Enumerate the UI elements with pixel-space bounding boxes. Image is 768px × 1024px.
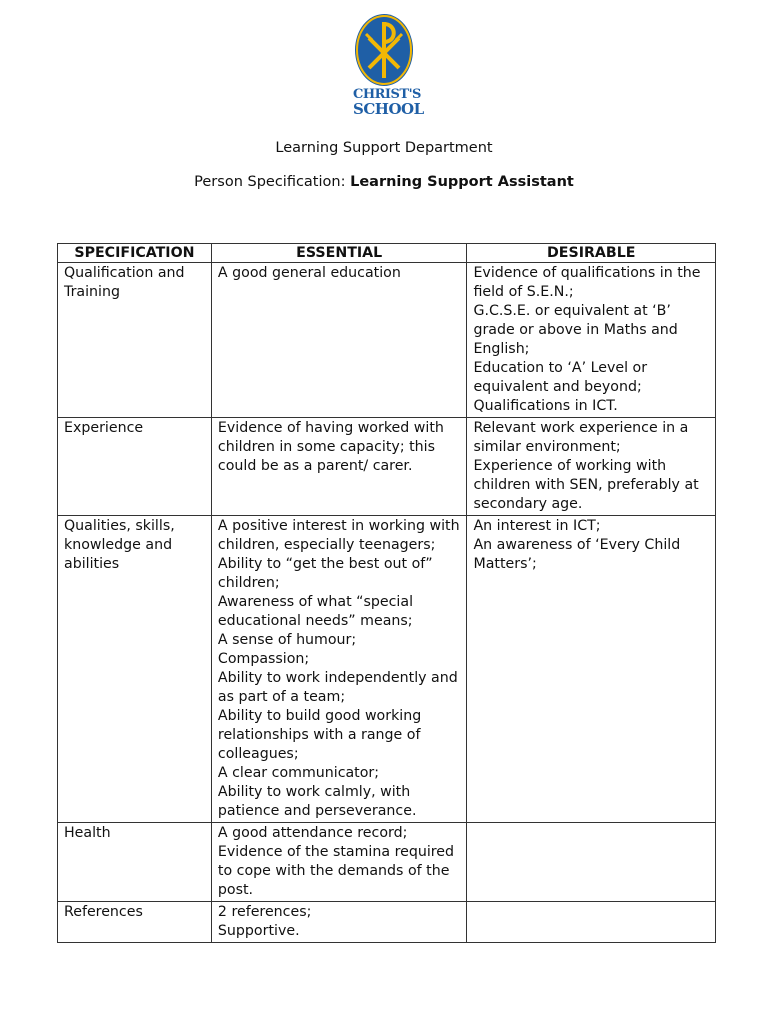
header-desirable: DESIRABLE xyxy=(467,244,716,263)
department-title: Learning Support Department xyxy=(275,140,493,156)
cell-specification: Qualification and Training xyxy=(58,263,212,418)
header-essential: ESSENTIAL xyxy=(211,244,467,263)
essential-item: A good attendance record; xyxy=(217,825,408,841)
essential-item: Ability to build good working relationships with a range of colleagues; xyxy=(217,708,422,762)
essential-item: Evidence of having worked with children in some capacity; this could be as a parent/ carer. xyxy=(217,420,444,474)
essential-item: Ability to work independently and as part of a team; xyxy=(217,670,458,705)
essential-item: Supportive. xyxy=(217,923,300,939)
table-row xyxy=(58,823,716,902)
cell-essential xyxy=(211,418,467,516)
desirable-item: An awareness of ‘Every Child Matters’; xyxy=(473,537,681,572)
essential-item: A positive interest in working with children, especially teenagers; xyxy=(217,518,460,553)
header-specification: SPECIFICATION xyxy=(58,244,212,263)
essential-item: Ability to work calmly, with patience and perseverance. xyxy=(217,784,417,819)
cell-specification: References xyxy=(58,902,212,943)
cell-desirable xyxy=(467,263,716,418)
table-row xyxy=(58,902,716,943)
desirable-item: Relevant work experience in a similar environment; xyxy=(473,420,689,455)
table-body xyxy=(58,263,716,943)
cell-desirable xyxy=(467,902,716,943)
desirable-item: Qualifications in ICT. xyxy=(473,398,618,414)
essential-item: Awareness of what “special educational needs” means; xyxy=(217,594,414,629)
essential-item: Evidence of the stamina required to cope with the demands of the post. xyxy=(217,844,455,898)
cell-desirable xyxy=(467,516,716,823)
desirable-item: Education to ‘A’ Level or equivalent and beyond; xyxy=(473,360,648,395)
cell-specification: Qualities, skills, knowledge and abilities xyxy=(58,516,212,823)
chi-rho-shield-icon xyxy=(353,12,415,88)
cell-specification: Health xyxy=(58,823,212,902)
cell-essential xyxy=(211,823,467,902)
logo-text-line1: CHRIST'S xyxy=(353,87,421,102)
specification-table xyxy=(57,243,716,943)
essential-item: A sense of humour; xyxy=(217,632,357,648)
table-row xyxy=(58,418,716,516)
cell-essential xyxy=(211,263,467,418)
cell-essential xyxy=(211,516,467,823)
essential-item: A good general education xyxy=(217,265,401,281)
cell-desirable xyxy=(467,418,716,516)
essential-item: Ability to “get the best out of” children; xyxy=(217,556,433,591)
table-header-row xyxy=(58,244,716,263)
essential-item: 2 references; xyxy=(217,904,312,920)
cell-desirable xyxy=(467,823,716,902)
spec-role: Learning Support Assistant xyxy=(350,174,574,190)
logo-text-line2: SCHOOL xyxy=(353,100,424,118)
cell-essential xyxy=(211,902,467,943)
person-spec-title xyxy=(0,174,768,190)
spec-prefix: Person Specification: xyxy=(194,174,351,190)
essential-item: Compassion; xyxy=(217,651,310,667)
table-row xyxy=(58,263,716,418)
desirable-item: Experience of working with children with SEN, preferably at secondary age. xyxy=(473,458,699,512)
cell-specification: Experience xyxy=(58,418,212,516)
school-logo xyxy=(353,12,424,122)
desirable-item: G.C.S.E. or equivalent at ‘B’ grade or above in Maths and English; xyxy=(473,303,678,357)
table-row xyxy=(58,516,716,823)
desirable-item: An interest in ICT; xyxy=(473,518,601,534)
desirable-item: Evidence of qualifications in the field of S.E.N.; xyxy=(473,265,701,300)
essential-item: A clear communicator; xyxy=(217,765,380,781)
